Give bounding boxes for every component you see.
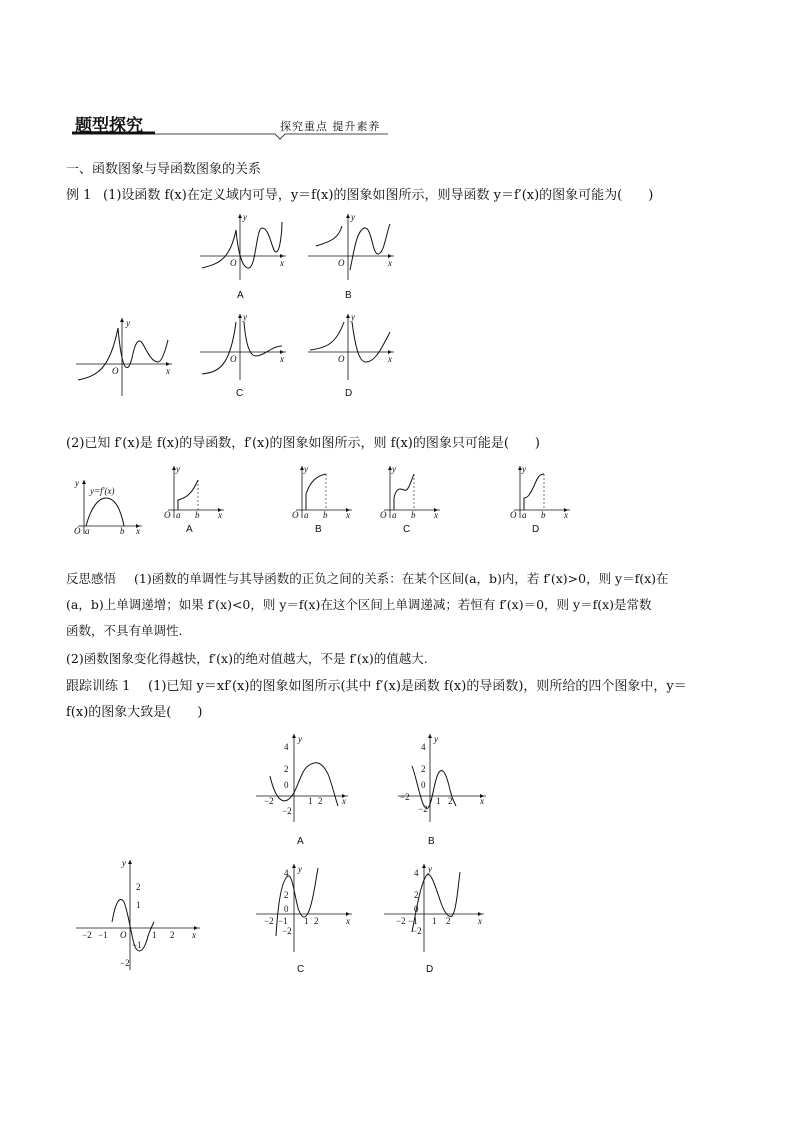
q2-option-d-label: D	[532, 524, 540, 535]
header-rule	[0, 0, 794, 160]
point-b-label: b	[541, 510, 546, 520]
q2-option-c-graph	[380, 464, 442, 520]
tick-neg1-x: −1	[408, 916, 418, 926]
tick-neg1-y: −1	[132, 940, 142, 950]
tick-2-x: 2	[446, 916, 451, 926]
axis-y-label: y	[176, 464, 180, 474]
axis-x-label: x	[280, 258, 284, 268]
axis-y-label: y	[351, 312, 355, 322]
practice-label: 跟踪训练 1	[66, 679, 131, 694]
axis-x-label: x	[192, 930, 196, 940]
axis-x-label: x	[388, 258, 392, 268]
axis-x-label: x	[434, 510, 438, 520]
axis-y-label: y	[351, 212, 355, 222]
q1-option-c-graph	[198, 312, 288, 382]
origin-label: O	[230, 354, 237, 364]
axis-y-label: y	[304, 464, 308, 474]
axis-x-label: x	[136, 526, 140, 536]
tick-2-x: 2	[170, 930, 175, 940]
axis-x-label: x	[346, 916, 350, 926]
tick-neg2-y: −2	[418, 804, 428, 814]
origin-label: O	[230, 258, 237, 268]
tick-neg2-y: −2	[282, 806, 292, 816]
practice-given-graph	[74, 856, 204, 972]
axis-x-label: x	[342, 796, 346, 806]
axis-y-label: y	[298, 864, 302, 874]
q2-option-c-label: C	[403, 524, 411, 535]
tick-2: 2	[284, 890, 289, 900]
origin-label: O	[510, 510, 517, 520]
practice-question-line-1: (1)已知 y＝xf′(x)的图象如图所示(其中 f′(x)是函数 f(x)的导函数)，则所给的四个图象中，y＝	[148, 679, 687, 694]
origin-label: O	[112, 366, 119, 376]
practice-question-line-2: f(x)的图象大致是( )	[66, 705, 203, 720]
question-2-text: (2)已知 f′(x)是 f(x)的导函数，f′(x)的图象如图所示，则 f(x)的图象只可能是( )	[66, 436, 541, 451]
reflection-line-2: (a，b)上单调递增；如果 f′(x)<0，则 y＝f(x)在这个区间上单调递减；若恒有 f′(x)＝0，则 y＝f(x)是常数	[66, 597, 652, 612]
tick-1-y: 1	[136, 900, 141, 910]
practice-option-d-label: D	[426, 964, 434, 975]
section-header-title: 题型探究	[75, 116, 143, 136]
q2-option-a-label: A	[186, 524, 193, 535]
example-label: 例 1	[66, 188, 92, 203]
origin-label: O	[292, 510, 299, 520]
axis-y-label: y	[298, 734, 302, 744]
axis-y-label: y	[434, 734, 438, 744]
q1-option-d-label: D	[345, 388, 353, 399]
tick-neg1-x: −1	[98, 930, 108, 940]
q2-option-b-label: B	[315, 524, 322, 535]
tick-neg2-x: −2	[396, 916, 406, 926]
axis-x-label: x	[346, 510, 350, 520]
origin-label: O	[338, 354, 345, 364]
tick-1: 1	[308, 796, 313, 806]
q2-option-d-graph	[510, 464, 572, 520]
practice-option-b-label: B	[428, 836, 435, 847]
tick-0: 0	[284, 904, 289, 914]
tick-4: 4	[421, 742, 426, 752]
axis-x-label: x	[480, 796, 484, 806]
tick-2: 2	[284, 764, 289, 774]
tick-neg2-y: −2	[282, 926, 292, 936]
tick-2: 2	[136, 882, 141, 892]
axis-y-label: y	[126, 318, 130, 328]
point-b-label: b	[411, 510, 416, 520]
tick-neg2-x: −2	[82, 930, 92, 940]
tick-neg2-x: −2	[400, 792, 410, 802]
tick-1: 1	[436, 796, 441, 806]
axis-y-label: y	[243, 312, 247, 322]
section-header-subtitle: 探究重点 提升素养	[280, 120, 381, 133]
axis-y-label: y	[428, 864, 432, 874]
point-a-label: a	[304, 510, 309, 520]
q1-option-c-label: C	[236, 388, 244, 399]
axis-x-label: x	[478, 916, 482, 926]
q1-option-b-graph	[306, 212, 396, 282]
tick-1: 1	[432, 916, 437, 926]
q1-option-a-graph	[198, 212, 288, 282]
tick-neg2-x: −2	[264, 796, 274, 806]
tick-2-x: 2	[314, 916, 319, 926]
axis-y-label: y	[243, 212, 247, 222]
given-function-label: y=f′(x)	[90, 486, 115, 496]
origin-label: O	[164, 510, 171, 520]
q1-option-d-graph	[306, 312, 396, 382]
tick-1-x: 1	[152, 930, 157, 940]
reflection-line-3: 函数，不具有单调性.	[66, 623, 183, 638]
reflection-label: 反思感悟	[66, 571, 117, 586]
reflection-line-4: (2)函数图象变化得越快，f′(x)的绝对值越大，不是 f′(x)的值越大.	[66, 651, 428, 666]
point-b-label: b	[120, 526, 125, 536]
point-b-label: b	[195, 510, 200, 520]
section-heading: 一、函数图象与导函数图象的关系	[66, 162, 262, 177]
tick-neg2-y: −2	[412, 926, 422, 936]
practice-option-a-label: A	[297, 836, 304, 847]
axis-x-label: x	[280, 354, 284, 364]
axis-x-label: x	[564, 510, 568, 520]
tick-1: 1	[304, 916, 309, 926]
axis-x-label: x	[218, 510, 222, 520]
origin-label: O	[380, 510, 387, 520]
point-a-label: a	[85, 526, 90, 536]
q1-option-a-label: A	[237, 290, 244, 301]
origin-label: O	[120, 930, 127, 940]
axis-y-label: y	[392, 464, 396, 474]
tick-2-x: 2	[318, 796, 323, 806]
q1-given-graph	[74, 318, 174, 398]
axis-y-label: y	[122, 858, 126, 868]
point-a-label: a	[176, 510, 181, 520]
tick-0: 0	[421, 780, 426, 790]
tick-4: 4	[414, 868, 419, 878]
tick-0: 0	[414, 904, 419, 914]
q2-option-a-graph	[164, 464, 226, 520]
axis-y-label: y	[522, 464, 526, 474]
tick-2: 2	[414, 890, 419, 900]
practice-option-b-graph	[396, 732, 488, 824]
tick-0: 0	[284, 780, 289, 790]
point-a-label: a	[392, 510, 397, 520]
q2-option-b-graph	[292, 464, 354, 520]
question-1-text: (1)设函数 f(x)在定义域内可导，y＝f(x)的图象如图所示，则导函数 y＝f′(x)的图象可能为( )	[103, 188, 654, 203]
axis-x-label: x	[388, 354, 392, 364]
q2-given-graph	[72, 476, 144, 536]
practice-option-d-graph	[382, 862, 486, 954]
axis-x-label: x	[166, 366, 170, 376]
origin-label: O	[74, 526, 81, 536]
axis-y-label: y	[75, 478, 79, 488]
tick-2-x: 2	[448, 796, 453, 806]
tick-neg2-y: −2	[120, 958, 130, 968]
practice-option-c-graph	[254, 862, 354, 954]
point-b-label: b	[323, 510, 328, 520]
point-a-label: a	[522, 510, 527, 520]
origin-label: O	[338, 258, 345, 268]
practice-option-c-label: C	[297, 964, 305, 975]
tick-4: 4	[284, 742, 289, 752]
q1-option-b-label: B	[345, 290, 352, 301]
reflection-line-1: (1)函数的单调性与其导函数的正负之间的关系：在某个区间(a，b)内，若 f′(x)>0，则 y＝f(x)在	[134, 571, 669, 586]
tick-2: 2	[421, 764, 426, 774]
tick-4: 4	[284, 868, 289, 878]
tick-neg2-x: −2	[264, 916, 274, 926]
practice-option-a-graph	[254, 732, 350, 824]
tick-neg1-x: −1	[278, 916, 288, 926]
